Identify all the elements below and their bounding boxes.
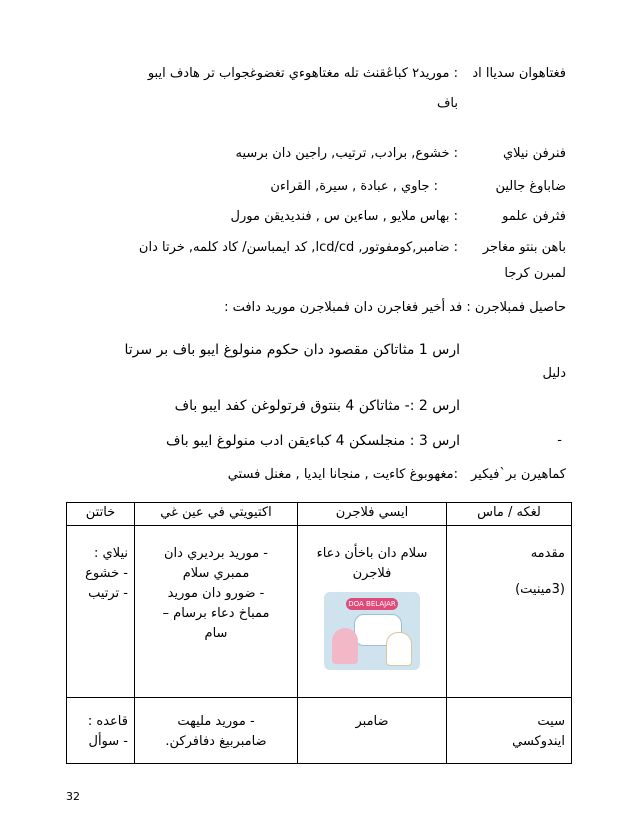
level-1: ارس 1 مثاتاكن مقصود دان حكوم منولوغ ايبو باف بر سرتا [124,342,460,358]
content-line: فلاجرن [352,566,392,581]
activity-line: ضامبربيغ دفافركن. [165,734,267,749]
notes-line: قاعده : [87,714,128,729]
lesson-table [66,502,572,764]
level-3: ارس 3 : منجلسكن 4 كباءيقن ادب منولوغ ايبو باف [165,433,460,449]
method-text: : بهاس ملايو , ساءين س , فنديديقن مورل [230,209,458,224]
link-label: ضاباوغ جالين [495,179,566,194]
notes-line: نيلاي : [94,546,128,561]
boy-figure-icon [386,632,412,666]
step-cell [447,698,572,764]
values-label: فنرفن نيلاي [502,146,566,161]
level-2: ارس 2 :- مثاتاكن 4 بنتوق فرتولوغن كفد ايبو باف [174,398,460,414]
doa-belajar-illustration [324,592,420,670]
notes-line: - سوأل [88,734,128,749]
objective-text-cont: باف [436,96,458,111]
content-line: ضامبر [355,714,389,729]
col-header-activity: اكتيويتي في عين غي [135,503,298,526]
activity-cell [135,698,298,764]
col-header-content: ايسي فلاجرن [298,503,447,526]
activity-line: ممباخ دعاء برسام – [162,606,270,621]
activity-line: - موريد برديري دان [164,546,268,561]
content-cell [298,526,447,698]
link-text: : جاوي , عبادة , سيرة, القراءن [270,179,438,194]
notes-cell [67,698,135,764]
values-text: : خشوع, برادب, ترتيب, راجين دان برسيه [235,146,458,161]
page-number: 32 [66,790,80,803]
step-title: مقدمه [530,546,565,561]
girl-figure-icon [332,628,358,664]
step-title-cont: ايندوكسي [512,734,565,749]
outcome-line: حاصيل فمبلاجرن : فد أخير فغاجرن دان فمبلاجرن موريد دافت : [224,300,566,315]
level-dash: - [557,433,562,448]
col-header-step: لغكه / ماس [447,503,572,526]
step-duration: (3مينيت) [515,582,565,597]
aids-text-cont: لمبرن كرجا [504,266,566,281]
activity-line: - موريد مليهت [177,714,255,729]
notes-line: - خشوع [85,566,128,581]
activity-line: - ضورو دان موريد [167,586,265,601]
content-cell [298,698,447,764]
illustration-caption: DOA BELAJAR [346,598,398,610]
aids-label: باهن بنتو مغاجر [482,240,566,255]
step-cell [447,526,572,698]
step-title: سيت [537,714,565,729]
activity-cell [135,526,298,698]
notes-cell [67,526,135,698]
aids-text: : ضامبر,كومفوتور, lcd/cd, كد ايمباسن/ كاد كلمه, خرتا دان [138,240,458,255]
content-line: سلام دان باخأن دعاء [316,546,428,561]
thinking-text: :مغهوبوغ كاءيت , منجانا ايديا , مغنل فستي [227,467,458,482]
notes-line: - ترتيب [88,586,128,601]
level-1-cont: دليل [542,366,566,381]
table-header-row [67,503,572,526]
activity-line: ممبري سلام [182,566,250,581]
table-row [67,698,572,764]
method-label: فثرفن علمو [502,209,566,224]
objective-text: : موريد٢ كباڠقنث تله مغتاهوءي تغضوغجواب تر هادف ايبو [147,66,458,81]
table-row [67,526,572,698]
activity-line: سام [204,626,228,641]
col-header-notes: خاتتن [67,503,135,526]
thinking-label: كماهيرن بر`فيكير [471,467,566,482]
objective-label: فغتاهوان سدياا اد [472,66,566,81]
